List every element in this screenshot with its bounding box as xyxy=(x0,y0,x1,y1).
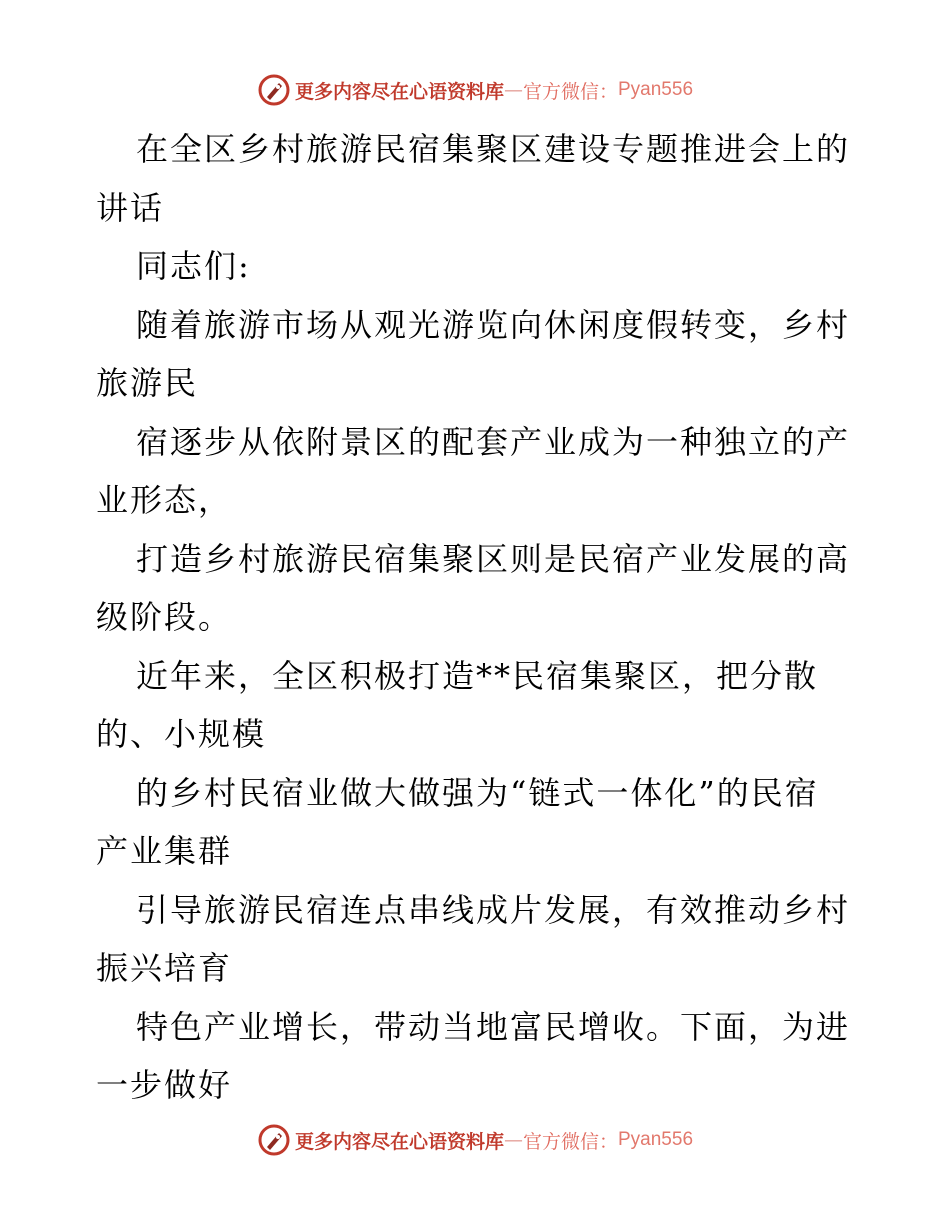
wechat-label: 官方微信： xyxy=(522,1130,618,1153)
document-line: 近年来，全区积极打造**民宿集聚区，把分散 xyxy=(136,656,819,695)
banner-dash: — xyxy=(503,1129,523,1151)
wechat-id: Pyan556 xyxy=(618,79,694,100)
header-banner xyxy=(0,70,950,110)
wechat-id: Pyan556 xyxy=(618,1129,694,1150)
document-line: 同志们: xyxy=(136,247,251,285)
document-body xyxy=(96,120,856,1115)
pen-nib-logo-icon xyxy=(257,1123,291,1157)
document-line: 打造乡村旅游民宿集聚区则是民宿产业发展的高 xyxy=(136,539,851,578)
document-line: 产业集群 xyxy=(96,832,233,870)
document-line: 一步做好 xyxy=(96,1066,233,1104)
document-line: 的、小规模 xyxy=(96,715,267,753)
document-line: 在全区乡村旅游民宿集聚区建设专题推进会上的 xyxy=(136,130,851,168)
document-line: 级阶段。 xyxy=(96,598,233,636)
banner-dash: — xyxy=(503,79,523,101)
footer-banner xyxy=(0,1120,950,1160)
document-line: 宿逐步从依附景区的配套产业成为一种独立的产 xyxy=(136,422,851,461)
document-line: 讲话 xyxy=(96,188,165,227)
document-line: 引导旅游民宿连点串线成片发展，有效推动乡村 xyxy=(136,890,851,929)
pen-nib-logo-icon xyxy=(257,73,291,107)
document-line: 业形态， xyxy=(96,481,233,519)
document-line: 的乡村民宿业做大做强为“链式一体化”的民宿 xyxy=(136,773,819,812)
wechat-label: 官方微信： xyxy=(522,80,618,103)
document-line: 振兴培育 xyxy=(96,949,233,987)
document-line: 特色产业增长，带动当地富民增收。下面，为进 xyxy=(136,1007,851,1046)
document-line: 随着旅游市场从观光游览向休闲度假转变，乡村 xyxy=(136,305,851,344)
document-line: 旅游民 xyxy=(96,364,199,402)
promo-text: 更多内容尽在心语资料库 xyxy=(294,1130,504,1153)
promo-text: 更多内容尽在心语资料库 xyxy=(294,80,504,103)
